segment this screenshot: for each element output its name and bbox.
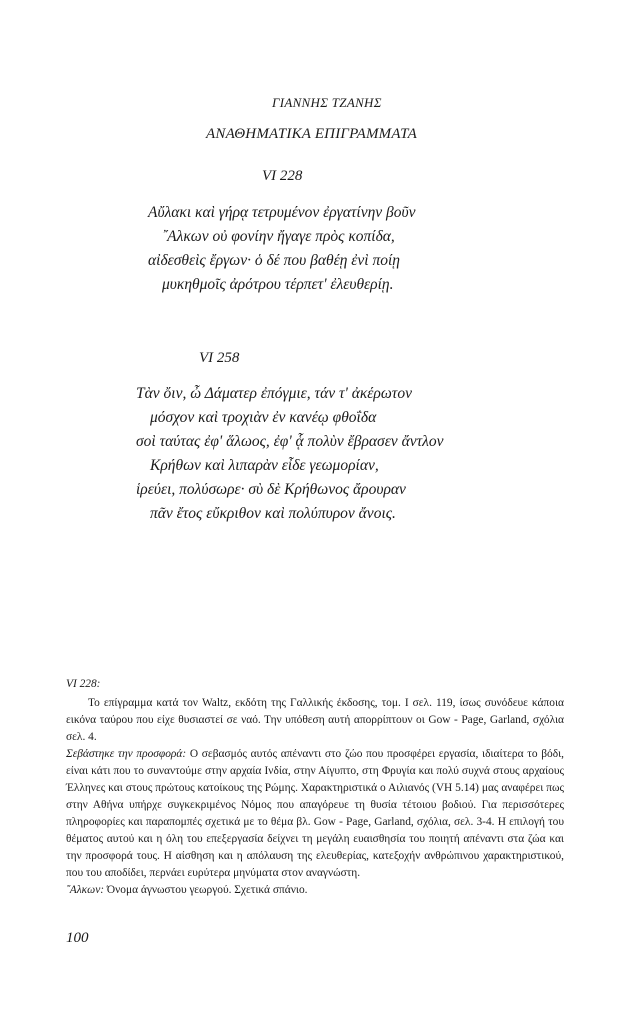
note-text: Όνομα άγνωστου γεωργού. Σχετικά σπάνιο. — [104, 884, 308, 896]
poem-line: μόσχον καὶ τροχιὰν ἐν κανέῳ φθοΐδα — [150, 409, 377, 426]
poem-label-vi-258: VI 258 — [199, 350, 240, 366]
work-title: ΑΝΑΘΗΜΑΤΙΚΑ ΕΠΙΓΡΑΜΜΑΤΑ — [206, 126, 417, 142]
author-name: ΓΙΑΝΝΗΣ ΤΖΑΝΗΣ — [272, 95, 382, 110]
note-heading: VI 228: — [66, 678, 101, 690]
poem-vi-258 — [136, 382, 443, 526]
poem-line: Αὔλακι καὶ γήρᾳ τετρυμένον ἐργατίνην βοῦν — [148, 204, 416, 221]
poem-label-vi-228: VI 228 — [262, 168, 303, 184]
poem-vi-228 — [148, 201, 416, 297]
page-number: 100 — [66, 930, 89, 946]
note-paragraph — [66, 882, 564, 899]
note-paragraph — [66, 746, 564, 882]
poem-line: Κρήθων καὶ λιπαρὰν εἶδε γεωμορίαν, — [150, 457, 379, 474]
note-paragraph: Το επίγραμμα κατά τον Waltz, εκδότη της Γαλλικής έκδοσης, τομ. I σελ. 119, ίσως συνόδευε κάποια εικόνα ταύρου που είχε θυσιαστεί σε ναό. Την υπόθεση αυτή απορρίπτουν οι Gow - Page, Garland, σχόλια σελ. 4. — [66, 697, 564, 743]
poem-line: ῎Αλκων οὐ φονίην ἤγαγε πρὸς κοπίδα, — [162, 228, 395, 245]
note-term: ῎Αλκων: — [66, 884, 105, 896]
note-term: Σεβάστηκε την προσφορά: — [66, 748, 187, 760]
poem-line: ἱρεύει, πολύσωρε· σὺ δὲ Κρήθωνος ἄρουραν — [136, 481, 406, 498]
commentary-notes — [66, 676, 564, 899]
poem-line: πᾶν ἔτος εὔκριθον καὶ πολύπυρον ἄνοις. — [150, 505, 396, 522]
poem-line: μυκηθμοῖς ἀρότρου τέρπετ' ἐλευθερίῃ. — [162, 276, 394, 293]
poem-line: σοὶ ταύτας ἐφ' ἅλωος, ἐφ' ᾇ πολὺν ἔβρασεν ἄντλον — [136, 433, 444, 450]
poem-line: αἰδεσθεὶς ἔργων· ὁ δέ που βαθέῃ ἐνὶ ποίῃ — [148, 252, 400, 269]
note-text: Ο σεβασμός αυτός απέναντι στο ζώο που προσφέρει εργασία, ιδιαίτερα το βόδι, είναι κάτι που το συναντούμε στην αρχαία Ινδία, στην Αίγυπτο, στη Φρυγία και πολύ συχνά στους αρχαίους Έλληνες και στους πρώτους κατοίκους της Ρώμης. Χαρακτηριστικά ο Αιλιανός (VH 5.14) μας αναφέρει πως στην Αθήνα υπήρχε συγκεκριμένος Νόμος που απαγόρευε τη θυσία τέτοιου βοδιού. Για περισσότερες πληροφορίες και παραπομπές σχετικά με το θέμα βλ. Gow - Page, Garland, σχόλια, σελ. 3-4. Η επιλογή του θέματος αυτού και η όλη του επεξεργασία δείχνει τη μεγάλη ευαισθησία του ποιητή απέναντι στα ζώα και την προσφορά τους. Η αίσθηση και η απόλαυση της ελευθερίας, κατεξοχήν ανθρώπινου χαρακτηριστικού, που του αποδίδει, περνάει ευρύτερα μηνύματα στον αναγνώστη. — [66, 748, 564, 879]
poem-line: Τὰν ὄιν, ὦ Δάματερ ἐπόγμιε, τάν τ' ἀκέρωτον — [136, 385, 412, 402]
